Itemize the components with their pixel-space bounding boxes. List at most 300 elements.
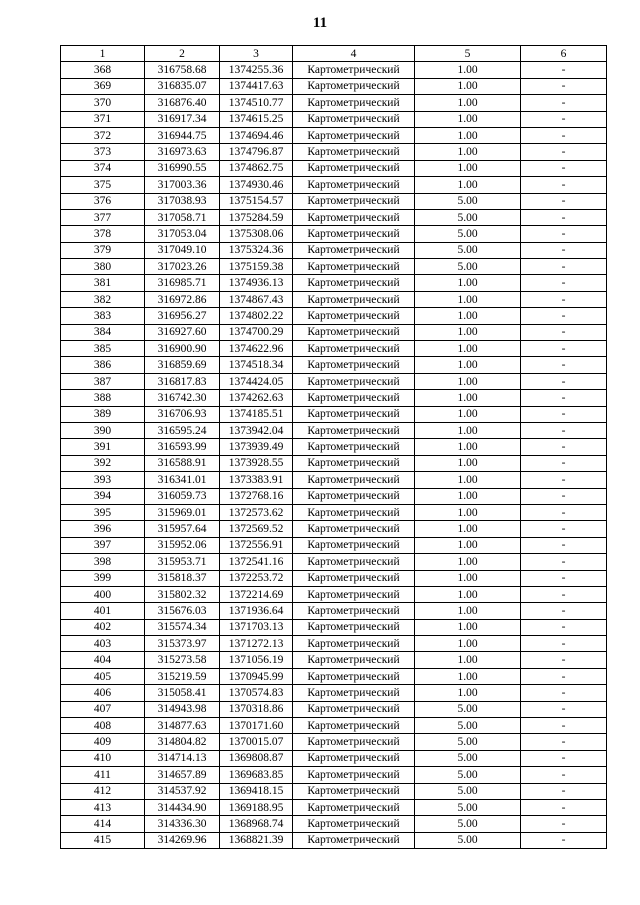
table-cell: 411 [61, 767, 145, 783]
table-cell: - [521, 111, 607, 127]
table-row [61, 193, 607, 209]
table-cell: 402 [61, 619, 145, 635]
table-cell: 400 [61, 586, 145, 602]
table-cell: 1373383.91 [220, 472, 293, 488]
table-cell: Картометрический [293, 570, 415, 586]
table-cell: 382 [61, 291, 145, 307]
table-row [61, 455, 607, 471]
table-cell: 415 [61, 832, 145, 848]
table-cell: 1374802.22 [220, 308, 293, 324]
table-cell: 1370171.60 [220, 718, 293, 734]
table-cell: Картометрический [293, 701, 415, 717]
table-row [61, 357, 607, 373]
table-cell: 1374862.75 [220, 160, 293, 176]
table-row [61, 62, 607, 78]
table-cell: 1372573.62 [220, 504, 293, 520]
table-cell: 368 [61, 62, 145, 78]
table-cell: - [521, 734, 607, 750]
table-cell: 315818.37 [145, 570, 220, 586]
table-cell: 1.00 [415, 521, 521, 537]
table-cell: Картометрический [293, 586, 415, 602]
table-cell: 386 [61, 357, 145, 373]
table-row [61, 390, 607, 406]
table-cell: - [521, 488, 607, 504]
table-cell: 1372541.16 [220, 554, 293, 570]
table-cell: 385 [61, 341, 145, 357]
table-cell: - [521, 95, 607, 111]
table-row [61, 291, 607, 307]
table-row [61, 406, 607, 422]
table-cell: 1375159.38 [220, 259, 293, 275]
table-row [61, 586, 607, 602]
table-cell: 316973.63 [145, 144, 220, 160]
column-header: 1 [61, 46, 145, 62]
table-cell: Картометрический [293, 537, 415, 553]
table-row [61, 324, 607, 340]
table-cell: 1.00 [415, 472, 521, 488]
table-cell: 1.00 [415, 537, 521, 553]
coordinates-table [60, 45, 607, 849]
table-cell: - [521, 455, 607, 471]
table-row [61, 701, 607, 717]
table-cell: 373 [61, 144, 145, 160]
table-cell: Картометрический [293, 668, 415, 684]
table-cell: 1369683.85 [220, 767, 293, 783]
table-cell: 1.00 [415, 177, 521, 193]
table-cell: 314714.13 [145, 750, 220, 766]
table-cell: - [521, 570, 607, 586]
table-cell: Картометрический [293, 636, 415, 652]
table-row [61, 95, 607, 111]
table-row [61, 783, 607, 799]
table-cell: - [521, 127, 607, 143]
table-cell: 314336.30 [145, 816, 220, 832]
table-cell: Картометрический [293, 177, 415, 193]
table-cell: 372 [61, 127, 145, 143]
table-cell: - [521, 209, 607, 225]
table-cell: 1372556.91 [220, 537, 293, 553]
table-cell: 317003.36 [145, 177, 220, 193]
table-cell: 1375284.59 [220, 209, 293, 225]
table-cell: 1.00 [415, 62, 521, 78]
table-cell: Картометрический [293, 242, 415, 258]
table-cell: 1.00 [415, 554, 521, 570]
table-cell: - [521, 701, 607, 717]
table-cell: 316588.91 [145, 455, 220, 471]
table-cell: Картометрический [293, 799, 415, 815]
table-cell: - [521, 78, 607, 94]
table-cell: 315969.01 [145, 504, 220, 520]
table-cell: - [521, 144, 607, 160]
table-cell: 316927.60 [145, 324, 220, 340]
table-cell: - [521, 275, 607, 291]
table-cell: Картометрический [293, 111, 415, 127]
table-row [61, 472, 607, 488]
table-cell: Картометрический [293, 160, 415, 176]
table-cell: 316876.40 [145, 95, 220, 111]
table-cell: Картометрический [293, 439, 415, 455]
column-header: 4 [293, 46, 415, 62]
table-cell: Картометрический [293, 750, 415, 766]
table-cell: 1369808.87 [220, 750, 293, 766]
table-cell: - [521, 62, 607, 78]
table-cell: 316956.27 [145, 308, 220, 324]
table-cell: 383 [61, 308, 145, 324]
table-cell: 1373939.49 [220, 439, 293, 455]
table-cell: Картометрический [293, 226, 415, 242]
table-cell: 1374622.96 [220, 341, 293, 357]
table-cell: - [521, 799, 607, 815]
table-cell: 5.00 [415, 767, 521, 783]
table-cell: 315373.97 [145, 636, 220, 652]
table-cell: 374 [61, 160, 145, 176]
table-cell: - [521, 226, 607, 242]
table-cell: 315802.32 [145, 586, 220, 602]
table-cell: 387 [61, 373, 145, 389]
table-cell: 5.00 [415, 832, 521, 848]
table-cell: - [521, 537, 607, 553]
table-cell: 1.00 [415, 127, 521, 143]
table-cell: 1369188.95 [220, 799, 293, 815]
column-header: 5 [415, 46, 521, 62]
table-cell: 406 [61, 685, 145, 701]
table-cell: 1.00 [415, 455, 521, 471]
page-number: 11 [312, 15, 328, 31]
table-cell: Картометрический [293, 78, 415, 94]
table-cell: 1.00 [415, 406, 521, 422]
table-row [61, 537, 607, 553]
table-cell: 1.00 [415, 111, 521, 127]
table-cell: Картометрический [293, 619, 415, 635]
table-cell: - [521, 652, 607, 668]
table-row [61, 144, 607, 160]
table-cell: 316742.30 [145, 390, 220, 406]
table-cell: - [521, 160, 607, 176]
table-cell: 316944.75 [145, 127, 220, 143]
table-cell: - [521, 177, 607, 193]
table-cell: 5.00 [415, 226, 521, 242]
table-row [61, 111, 607, 127]
table-cell: 412 [61, 783, 145, 799]
table-cell: 5.00 [415, 259, 521, 275]
table-row [61, 177, 607, 193]
table-cell: Картометрический [293, 62, 415, 78]
table-cell: 1.00 [415, 324, 521, 340]
table-cell: 1.00 [415, 341, 521, 357]
table-cell: 1.00 [415, 586, 521, 602]
table-cell: - [521, 832, 607, 848]
table-cell: 1.00 [415, 619, 521, 635]
table-cell: 314537.92 [145, 783, 220, 799]
table-cell: 317049.10 [145, 242, 220, 258]
table-row [61, 832, 607, 848]
table-cell: 316758.68 [145, 62, 220, 78]
table-cell: 1.00 [415, 570, 521, 586]
table-cell: - [521, 422, 607, 438]
table-cell: - [521, 619, 607, 635]
table-cell: Картометрический [293, 685, 415, 701]
table-cell: 314434.90 [145, 799, 220, 815]
table-cell: Картометрический [293, 488, 415, 504]
table-cell: 316835.07 [145, 78, 220, 94]
table-row [61, 275, 607, 291]
table-cell: 316985.71 [145, 275, 220, 291]
table-cell: 376 [61, 193, 145, 209]
table-cell: 5.00 [415, 193, 521, 209]
table-cell: Картометрический [293, 422, 415, 438]
table-cell: 398 [61, 554, 145, 570]
table-row [61, 603, 607, 619]
table-cell: 390 [61, 422, 145, 438]
table-cell: 316900.90 [145, 341, 220, 357]
table-header-row [61, 46, 607, 62]
table-cell: - [521, 390, 607, 406]
table-cell: - [521, 324, 607, 340]
table-row [61, 422, 607, 438]
column-header: 2 [145, 46, 220, 62]
table-cell: 1374936.13 [220, 275, 293, 291]
table-cell: - [521, 373, 607, 389]
table-cell: Картометрический [293, 455, 415, 471]
table-cell: 369 [61, 78, 145, 94]
table-cell: 408 [61, 718, 145, 734]
table-cell: 410 [61, 750, 145, 766]
table-cell: 5.00 [415, 783, 521, 799]
table-cell: Картометрический [293, 95, 415, 111]
table-row [61, 734, 607, 750]
table-cell: 1.00 [415, 160, 521, 176]
table-cell: 1.00 [415, 652, 521, 668]
table-cell: 1375154.57 [220, 193, 293, 209]
table-cell: 316059.73 [145, 488, 220, 504]
table-cell: 314943.98 [145, 701, 220, 717]
table-cell: - [521, 767, 607, 783]
table-cell: Картометрический [293, 275, 415, 291]
table-cell: 414 [61, 816, 145, 832]
table-row [61, 816, 607, 832]
table-cell: 1.00 [415, 373, 521, 389]
table-cell: 1370318.86 [220, 701, 293, 717]
table-row [61, 259, 607, 275]
table-cell: 5.00 [415, 701, 521, 717]
table-cell: 389 [61, 406, 145, 422]
table-cell: Картометрический [293, 144, 415, 160]
table-cell: 1.00 [415, 636, 521, 652]
table-cell: 413 [61, 799, 145, 815]
table-cell: - [521, 521, 607, 537]
table-cell: Картометрический [293, 816, 415, 832]
table-cell: - [521, 636, 607, 652]
table-cell: 314804.82 [145, 734, 220, 750]
table-cell: 317023.26 [145, 259, 220, 275]
table-cell: Картометрический [293, 406, 415, 422]
table-cell: 315953.71 [145, 554, 220, 570]
table-cell: 1374417.63 [220, 78, 293, 94]
table-row [61, 78, 607, 94]
table-cell: 1371703.13 [220, 619, 293, 635]
table-cell: 315058.41 [145, 685, 220, 701]
table-cell: 396 [61, 521, 145, 537]
table-cell: Картометрический [293, 652, 415, 668]
table-cell: - [521, 668, 607, 684]
table-row [61, 636, 607, 652]
table-cell: Картометрический [293, 308, 415, 324]
table-cell: Картометрический [293, 341, 415, 357]
table-cell: 392 [61, 455, 145, 471]
table-row [61, 570, 607, 586]
table-cell: 1372569.52 [220, 521, 293, 537]
table-row [61, 439, 607, 455]
table-cell: 395 [61, 504, 145, 520]
table-cell: Картометрический [293, 832, 415, 848]
table-cell: 378 [61, 226, 145, 242]
table-cell: 403 [61, 636, 145, 652]
table-cell: 315574.34 [145, 619, 220, 635]
table-cell: 407 [61, 701, 145, 717]
table-cell: - [521, 341, 607, 357]
table-cell: Картометрический [293, 521, 415, 537]
table-cell: 381 [61, 275, 145, 291]
table-cell: 316859.69 [145, 357, 220, 373]
table-cell: 315676.03 [145, 603, 220, 619]
table-cell: 316341.01 [145, 472, 220, 488]
table-cell: 388 [61, 390, 145, 406]
table-cell: - [521, 242, 607, 258]
table-cell: - [521, 718, 607, 734]
table-row [61, 554, 607, 570]
table-cell: 317053.04 [145, 226, 220, 242]
table-cell: - [521, 783, 607, 799]
table-cell: - [521, 554, 607, 570]
table-cell: 1374694.46 [220, 127, 293, 143]
table-cell: Картометрический [293, 127, 415, 143]
table-cell: 1373928.55 [220, 455, 293, 471]
table-row [61, 373, 607, 389]
table-row [61, 521, 607, 537]
table-cell: 1368821.39 [220, 832, 293, 848]
table-cell: 1.00 [415, 390, 521, 406]
table-cell: - [521, 472, 607, 488]
table-cell: 1369418.15 [220, 783, 293, 799]
table-cell: 315952.06 [145, 537, 220, 553]
table-cell: - [521, 193, 607, 209]
table-cell: 370 [61, 95, 145, 111]
table-cell: 316817.83 [145, 373, 220, 389]
column-header: 6 [521, 46, 607, 62]
table-row [61, 160, 607, 176]
table-cell: 5.00 [415, 799, 521, 815]
table-cell: 1371936.64 [220, 603, 293, 619]
table-cell: 397 [61, 537, 145, 553]
table-cell: 1375324.36 [220, 242, 293, 258]
table-cell: 1.00 [415, 422, 521, 438]
table-cell: Картометрический [293, 734, 415, 750]
table-cell: 314877.63 [145, 718, 220, 734]
table-cell: 1.00 [415, 275, 521, 291]
table-cell: Картометрический [293, 357, 415, 373]
table-cell: 1370015.07 [220, 734, 293, 750]
table-cell: 371 [61, 111, 145, 127]
table-cell: Картометрический [293, 324, 415, 340]
table-cell: 1368968.74 [220, 816, 293, 832]
table-cell: 1373942.04 [220, 422, 293, 438]
table-cell: 317038.93 [145, 193, 220, 209]
table-cell: - [521, 406, 607, 422]
table-cell: 1374867.43 [220, 291, 293, 307]
table-row [61, 619, 607, 635]
column-header: 3 [220, 46, 293, 62]
table-cell: 1.00 [415, 685, 521, 701]
table-cell: 380 [61, 259, 145, 275]
table-cell: 405 [61, 668, 145, 684]
table-cell: 1372253.72 [220, 570, 293, 586]
table-row [61, 767, 607, 783]
table-row [61, 127, 607, 143]
table-cell: 1372214.69 [220, 586, 293, 602]
table-cell: 1374185.51 [220, 406, 293, 422]
table-cell: 1.00 [415, 95, 521, 111]
table-cell: - [521, 439, 607, 455]
table-cell: 409 [61, 734, 145, 750]
table-row [61, 652, 607, 668]
table-cell: 1374796.87 [220, 144, 293, 160]
table-row [61, 504, 607, 520]
table-cell: 1370574.83 [220, 685, 293, 701]
table-row [61, 685, 607, 701]
table-cell: 314269.96 [145, 832, 220, 848]
table-cell: 1372768.16 [220, 488, 293, 504]
table-cell: Картометрический [293, 504, 415, 520]
table-cell: 1.00 [415, 144, 521, 160]
table-cell: 1.00 [415, 668, 521, 684]
table-row [61, 750, 607, 766]
table-cell: - [521, 357, 607, 373]
table-cell: 1.00 [415, 439, 521, 455]
table-cell: - [521, 308, 607, 324]
table-cell: 1.00 [415, 488, 521, 504]
table-cell: Картометрический [293, 603, 415, 619]
table-cell: 315219.59 [145, 668, 220, 684]
table-cell: - [521, 816, 607, 832]
table-cell: Картометрический [293, 291, 415, 307]
table-cell: 316990.55 [145, 160, 220, 176]
table-cell: - [521, 291, 607, 307]
table-cell: 1374262.63 [220, 390, 293, 406]
table-cell: 316706.93 [145, 406, 220, 422]
table-body [61, 62, 607, 849]
table-cell: 1371056.19 [220, 652, 293, 668]
table-cell: 1371272.13 [220, 636, 293, 652]
table-row [61, 226, 607, 242]
table-cell: 317058.71 [145, 209, 220, 225]
table-cell: Картометрический [293, 193, 415, 209]
table-cell: 1370945.99 [220, 668, 293, 684]
table-cell: 5.00 [415, 209, 521, 225]
table-cell: 1375308.06 [220, 226, 293, 242]
table-cell: Картометрический [293, 390, 415, 406]
table-cell: 316972.86 [145, 291, 220, 307]
table-cell: Картометрический [293, 373, 415, 389]
table-cell: 1374930.46 [220, 177, 293, 193]
table-cell: 316917.34 [145, 111, 220, 127]
table-cell: 315273.58 [145, 652, 220, 668]
table-cell: 1.00 [415, 308, 521, 324]
table-cell: 315957.64 [145, 521, 220, 537]
table-cell: - [521, 586, 607, 602]
table-cell: Картометрический [293, 767, 415, 783]
table-cell: 1374510.77 [220, 95, 293, 111]
table-cell: 404 [61, 652, 145, 668]
